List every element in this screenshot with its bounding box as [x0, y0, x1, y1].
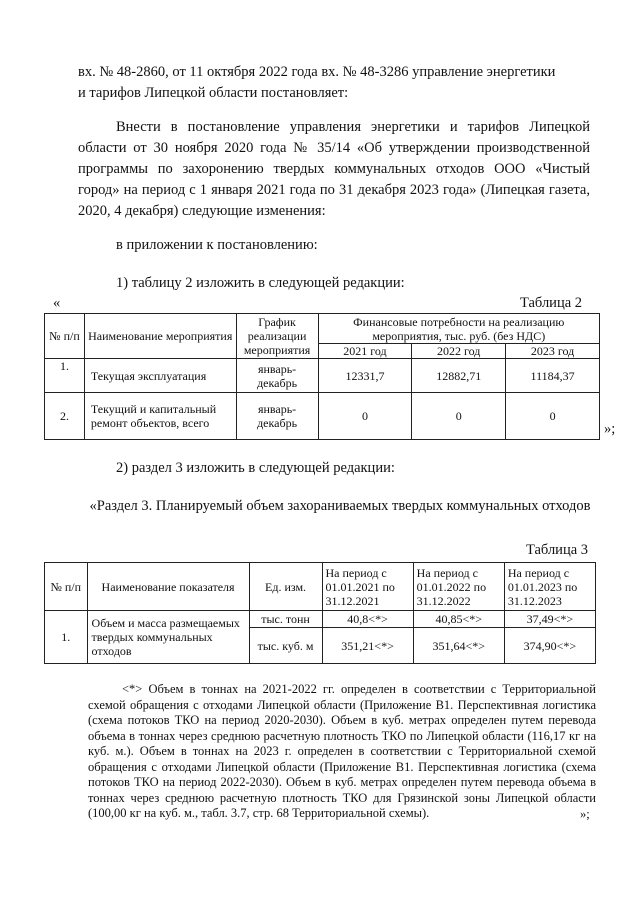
t3-unit-tonnes: тыс. тонн	[249, 611, 322, 628]
t2-row2-num: 2.	[45, 393, 85, 440]
t3-cubic-value: 351,64<*>	[413, 628, 504, 664]
t3-cubic-value: 351,21<*>	[322, 628, 413, 664]
t3-row-num: 1.	[45, 611, 88, 664]
table2-close-quote: »;	[604, 421, 616, 437]
footnote-close-quote: »;	[580, 807, 590, 821]
t2-header-num: № п/п	[45, 314, 85, 359]
t3-header-num: № п/п	[45, 563, 88, 611]
table2-caption: Таблица 2	[520, 295, 583, 311]
t2-row1-num: 1.	[45, 359, 85, 393]
t2-header-schedule: График реализации мероприятия	[236, 314, 318, 359]
intro-line-1: вх. № 48-2860, от 11 октября 2022 года вх. № 48-3286 управление энергетики	[78, 64, 556, 80]
t2-row1-value: 11184,37	[506, 359, 600, 393]
t2-header-year: 2021 год	[318, 344, 412, 359]
t2-row1-value: 12331,7	[318, 359, 412, 393]
t3-header-name: Наименование показателя	[87, 563, 249, 611]
t2-row2-name: Текущий и капитальный ремонт объектов, всего	[84, 393, 236, 440]
t3-header-period: На период с 01.01.2023 по 31.12.2023	[504, 563, 595, 611]
t2-row1-name: Текущая эксплуатация	[84, 359, 236, 393]
table2-open-quote: «	[53, 295, 61, 311]
t3-tonnes-value: 40,8<*>	[322, 611, 413, 628]
t2-row2-value: 0	[506, 393, 600, 440]
t3-tonnes-value: 40,85<*>	[413, 611, 504, 628]
t2-header-year: 2022 год	[412, 344, 506, 359]
t3-tonnes-value: 37,49<*>	[504, 611, 595, 628]
paragraph-amendment: Внести в постановление управления энергетики и тарифов Липецкой области от 30 ноября 2020 года № 35/14 «Об утверждении производственной программы по захоронению твердых коммунальных отходов ООО «Чистый город» на период с 1 января 2021 года по 31 декабря 2023 года» (Липецкая газета, 2020, 4 декабря) следующие изменения:	[78, 119, 590, 219]
paragraph-appendix: в приложении к постановлению:	[116, 237, 318, 253]
t2-row2-schedule: январь-декабрь	[236, 393, 318, 440]
t3-row-name: Объем и масса размещаемых твердых коммунальных отходов	[87, 611, 249, 664]
t2-row2-value: 0	[412, 393, 506, 440]
t3-header-period: На период с 01.01.2022 по 31.12.2022	[413, 563, 504, 611]
item-1: 1) таблицу 2 изложить в следующей редакции:	[116, 275, 405, 291]
t3-header-period: На период с 01.01.2021 по 31.12.2021	[322, 563, 413, 611]
t2-header-name: Наименование мероприятия	[84, 314, 236, 359]
t3-cubic-value: 374,90<*>	[504, 628, 595, 664]
t2-row1-value: 12882,71	[412, 359, 506, 393]
t3-header-unit: Ед. изм.	[249, 563, 322, 611]
t2-header-finance: Финансовые потребности на реализацию мероприятия, тыс. руб. (без НДС)	[318, 314, 599, 344]
table-3	[44, 562, 596, 664]
table-2	[44, 313, 600, 440]
footnote: <*> Объем в тоннах на 2021-2022 гг. определен в соответствии с Территориальной схемой обращения с отходами Липецкой области (Приложение В1. Перспективная логистика (схема потоков ТКО на период 2020-2030). Объем в куб. метрах определен путем перевода объема в тоннах через среднюю расчетную плотность ТКО по Липецкой области (116,17 кг на куб. м.). Объем в тоннах на 2023 г. определен в соответствии с Территориальной схемой обращения с отходами Липецкой области (Приложение В1. Перспективная логистика (схема потоков ТКО на период 2022-2030). Объем в куб. метрах определен путем перевода объема в тоннах через среднюю расчетную плотность ТКО для Грязинской зоны Липецкой области (100,00 кг на куб. м., табл. 3.7, стр. 68 Территориальной схемы).	[88, 682, 596, 820]
section3-title: «Раздел 3. Планируемый объем захораниваемых твердых коммунальных отходов	[89, 498, 591, 514]
t2-row2-value: 0	[318, 393, 412, 440]
t2-header-year: 2023 год	[506, 344, 600, 359]
t2-row1-schedule: январь-декабрь	[236, 359, 318, 393]
t3-unit-cubic: тыс. куб. м	[249, 628, 322, 664]
intro-line-2: и тарифов Липецкой области постановляет:	[78, 85, 349, 101]
item-2: 2) раздел 3 изложить в следующей редакции:	[116, 460, 395, 476]
table3-caption: Таблица 3	[526, 542, 589, 558]
